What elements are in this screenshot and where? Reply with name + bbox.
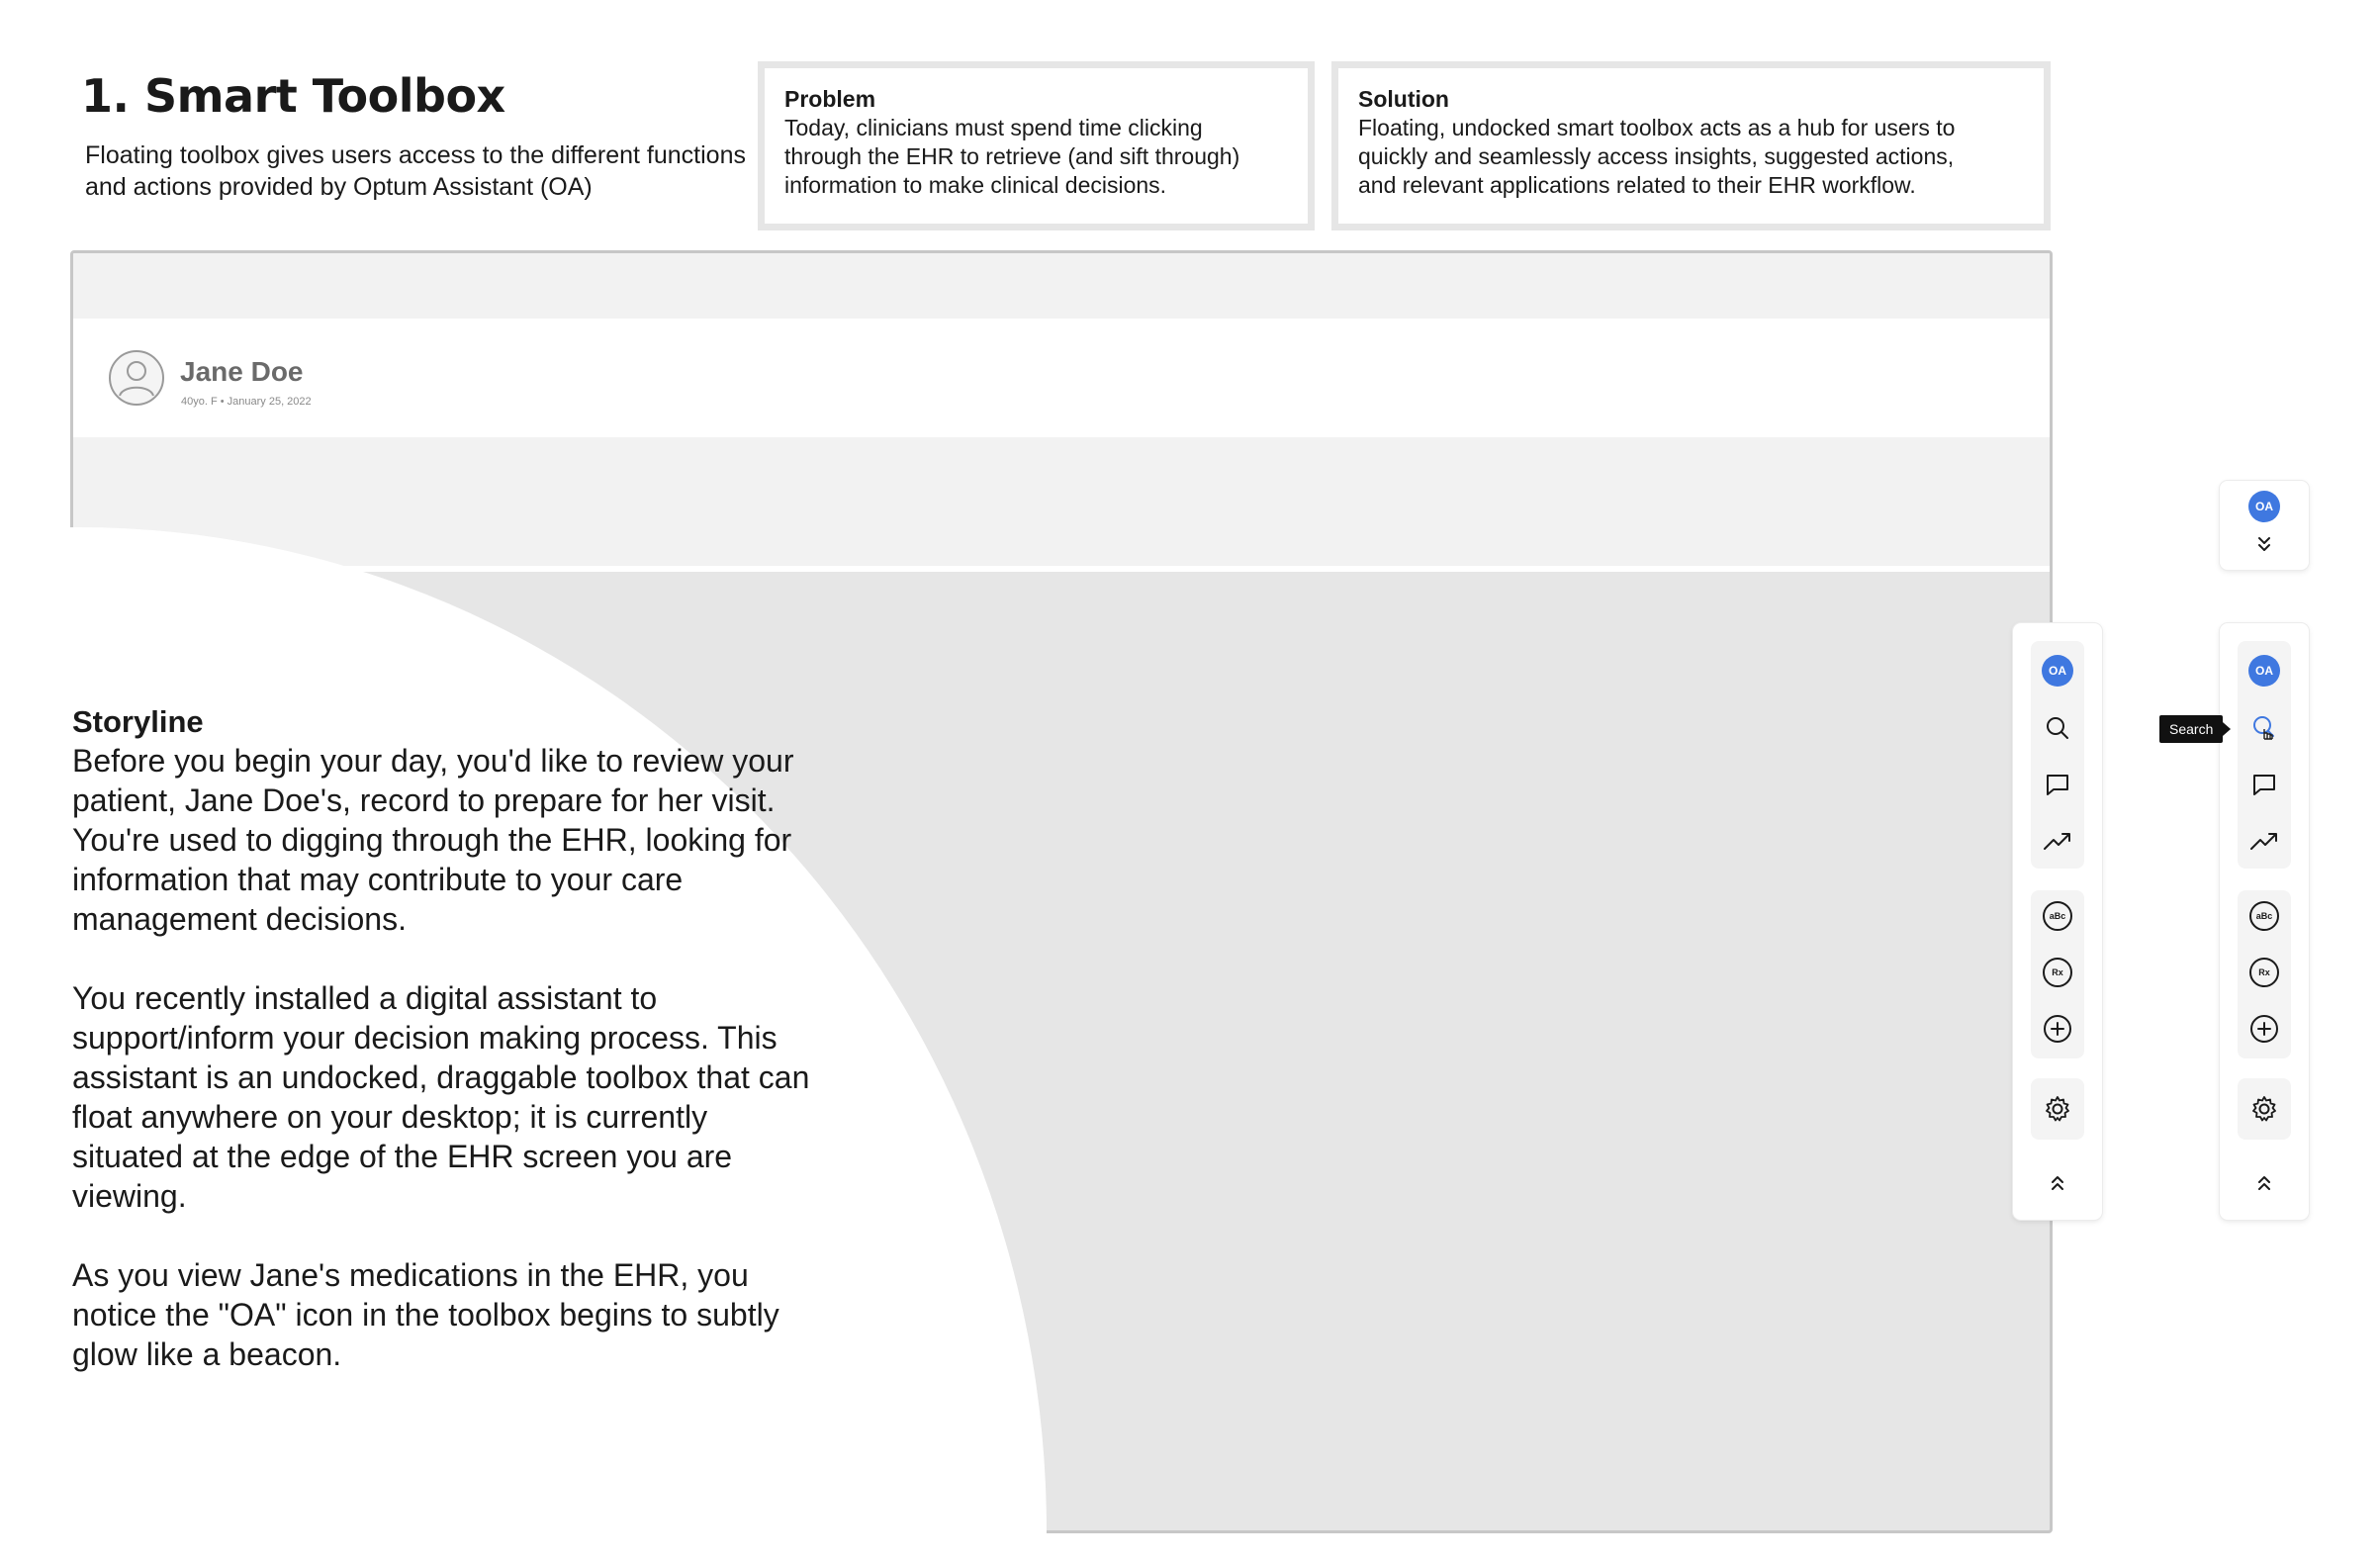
avatar-icon [108,349,165,407]
search-button[interactable] [2031,705,2084,751]
rx-icon: Rx [2043,958,2072,987]
search-tooltip: Search [2159,715,2223,743]
chat-icon [2045,772,2070,797]
solution-heading: Solution [1358,86,1449,112]
problem-body: Today, clinicians must spend time clicking through the EHR to retrieve (and sift through) information to make clinical decisions. [784,115,1240,198]
patient-name[interactable]: Jane Doe [180,356,304,387]
plus-icon [2249,1014,2279,1044]
problem-card [758,61,1315,230]
trends-button[interactable] [2031,818,2084,864]
oa-button[interactable] [2238,648,2291,693]
search-icon [2249,713,2279,743]
smart-toolbox[interactable] [2013,623,2102,1220]
plus-icon [2043,1014,2072,1044]
ehr-band [73,437,2050,566]
rx-button[interactable] [2031,950,2084,995]
smart-toolbox-hover[interactable] [2220,623,2309,1220]
settings-button[interactable] [2031,1086,2084,1132]
chat-button[interactable] [2238,762,2291,807]
collapse-toolbox-button[interactable] [2031,1160,2084,1206]
chevron-double-up-icon [2048,1173,2067,1193]
storyline-heading: Storyline [72,704,204,739]
storyline-paragraph: You recently installed a digital assistant to support/inform your decision making process. This assistant is an undocked, draggable toolbox that can float anywhere on your desktop; it is currently situated at the edge of the EHR screen you are viewing. [72,980,810,1214]
search-icon [2045,715,2070,741]
oa-button[interactable] [2238,487,2291,526]
oa-icon: OA [2042,655,2073,687]
chat-button[interactable] [2031,762,2084,807]
chevron-double-up-icon [2254,1173,2274,1193]
storyline [72,703,864,1414]
chat-icon [2251,772,2277,797]
trends-button[interactable] [2238,818,2291,864]
abc-icon: aBc [2043,901,2072,931]
abc-button[interactable] [2238,893,2291,939]
page-title: 1. Smart Toolbox [81,69,505,123]
solution-card [1331,61,2051,230]
gear-icon [2250,1095,2278,1123]
add-button[interactable] [2238,1006,2291,1052]
collapse-toolbox-button[interactable] [2238,1160,2291,1206]
storyline-paragraph: As you view Jane's medications in the EHR, you notice the "OA" icon in the toolbox begins to subtly glow like a beacon. [72,1257,779,1372]
search-button[interactable] [2238,705,2291,751]
rx-button[interactable] [2238,950,2291,995]
abc-button[interactable] [2031,893,2084,939]
rx-icon: Rx [2249,958,2279,987]
chevron-double-down-icon [2254,534,2274,554]
gear-icon [2044,1095,2071,1123]
add-button[interactable] [2031,1006,2084,1052]
patient-meta: 40yo. F • January 25, 2022 [181,396,312,408]
oa-icon: OA [2248,491,2280,522]
abc-icon: aBc [2249,901,2279,931]
trend-icon [2249,830,2279,852]
settings-button[interactable] [2238,1086,2291,1132]
oa-button[interactable] [2031,648,2084,693]
solution-body: Floating, undocked smart toolbox acts as a hub for users to quickly and seamlessly access insights, suggested actions, and relevant applications related to their EHR workflow. [1358,115,1956,198]
page-subtitle: Floating toolbox gives users access to the different functions and actions provided by Optum Assistant (OA) [85,141,746,201]
trend-icon [2043,830,2072,852]
toolbox-collapsed[interactable] [2220,481,2309,570]
problem-heading: Problem [784,86,876,112]
oa-icon: OA [2248,655,2280,687]
ehr-divider [73,566,2050,572]
storyline-paragraph: Before you begin your day, you'd like to review your patient, Jane Doe's, record to prepare for her visit. You're used to digging through the EHR, looking for information that may contribute to your care management decisions. [72,743,794,937]
ehr-top-bar [73,253,2050,319]
patient-header [73,319,2050,437]
expand-toolbox-button[interactable] [2238,524,2291,564]
